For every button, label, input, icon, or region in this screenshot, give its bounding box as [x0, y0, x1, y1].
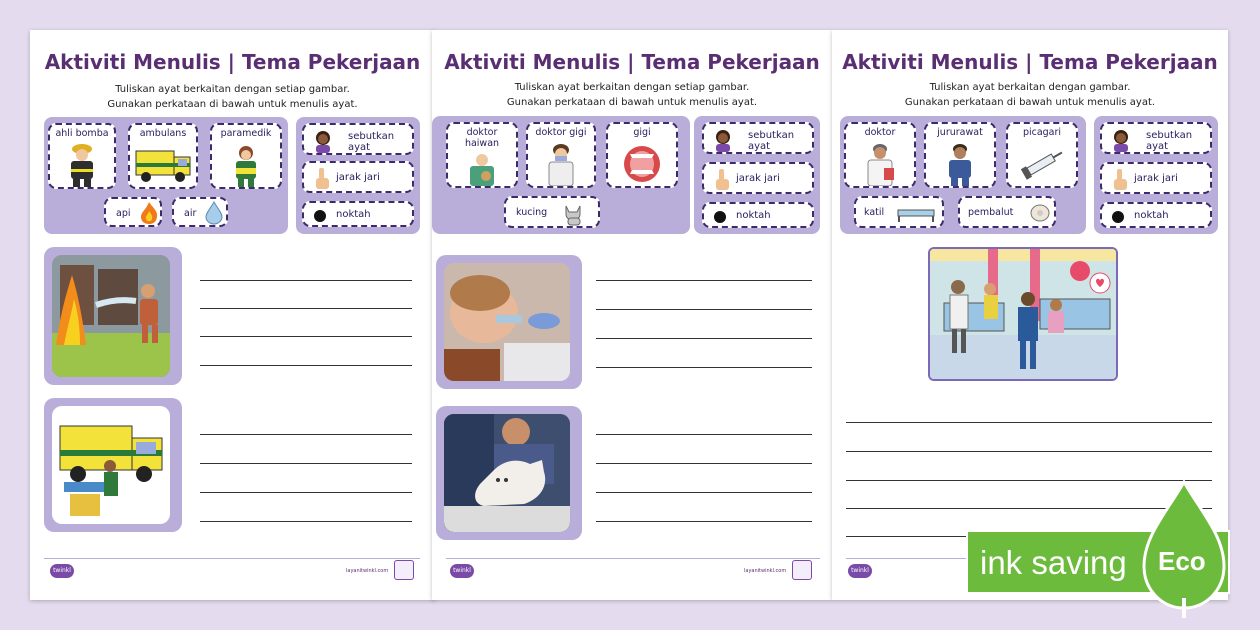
firefighter-icon — [60, 141, 104, 187]
writing-line — [200, 463, 412, 464]
instruction-line-2: Gunakan perkataan di bawah untuk menulis ayat. — [904, 97, 1156, 108]
picture-frame-1 — [436, 255, 582, 389]
tool-card-sebutkan-ayat — [1100, 122, 1212, 154]
finger-icon — [712, 168, 732, 192]
word-label: picagari — [1022, 127, 1062, 138]
writing-tools-panel — [694, 116, 820, 234]
word-label: ambulans — [139, 128, 187, 139]
writing-line — [200, 434, 412, 435]
word-card-paramedik — [210, 123, 282, 189]
bandage-icon — [1030, 204, 1050, 222]
word-card-gigi — [606, 122, 678, 188]
word-label: ahli bomba — [55, 128, 109, 139]
page-title: Aktiviti Menulis | Tema Pekerjaan — [842, 50, 1218, 74]
tool-card-jarak-jari — [702, 162, 814, 194]
tool-label: jarak jari — [736, 173, 780, 184]
twinkl-logo: twinkl — [848, 564, 872, 578]
vet-icon — [462, 152, 502, 186]
vet-photo-image — [444, 414, 570, 532]
twinkl-logo: twinkl — [450, 564, 474, 578]
picture-frame-2 — [436, 406, 582, 540]
writing-tools-panel — [296, 117, 420, 234]
page-title: Aktiviti Menulis | Tema Pekerjaan — [444, 50, 820, 74]
word-card-ambulans — [128, 123, 198, 189]
twinkl-logo: twinkl — [50, 564, 74, 578]
tool-label: noktah — [736, 210, 771, 221]
cat-icon — [560, 200, 586, 226]
writing-line — [200, 308, 412, 309]
worksheet-1 — [30, 30, 435, 600]
word-card-picagari — [1006, 122, 1078, 188]
finger-icon — [312, 167, 332, 191]
word-label: katil — [864, 207, 885, 218]
tool-card-sebutkan-ayat — [702, 122, 814, 154]
word-bank-panel — [432, 116, 690, 234]
full-stop-icon — [1110, 209, 1126, 225]
nurse-icon — [940, 142, 980, 186]
ambulance-icon — [134, 147, 192, 185]
writing-line — [596, 280, 812, 281]
page-title: Aktiviti Menulis | Tema Pekerjaan — [44, 50, 421, 74]
quality-badge-icon — [792, 560, 812, 580]
water-drop-icon — [204, 201, 224, 225]
footer-divider — [446, 558, 820, 559]
word-card-ahli-bomba — [48, 123, 116, 189]
tool-card-jarak-jari — [1100, 162, 1212, 194]
tool-label: sebutkan ayat — [748, 130, 795, 152]
word-label: air — [184, 208, 197, 219]
finger-icon — [1110, 168, 1130, 192]
tool-label: sebutkan ayat — [348, 131, 395, 153]
firefighter-scene-image — [52, 255, 170, 377]
speaking-child-icon — [1110, 128, 1132, 152]
paramedic-icon — [224, 143, 268, 187]
instruction-line-1: Tuliskan ayat berkaitan dengan setiap gambar. — [514, 82, 750, 93]
tool-card-noktah — [302, 201, 414, 227]
writing-line — [596, 434, 812, 435]
writing-line — [200, 280, 412, 281]
word-label: doktor gigi — [535, 127, 587, 138]
writing-line — [596, 463, 812, 464]
writing-line — [596, 309, 812, 310]
instruction-line-2: Gunakan perkataan di bawah untuk menulis ayat. — [107, 99, 358, 110]
syringe-icon — [1017, 144, 1067, 184]
ink-saving-text: ink saving — [980, 544, 1127, 581]
word-card-doktor — [844, 122, 916, 188]
word-label: paramedik — [220, 128, 272, 139]
writing-line — [200, 521, 412, 522]
hospital-bed-icon — [896, 204, 936, 222]
speaking-child-icon — [312, 129, 334, 153]
word-label: doktor haiwan — [464, 127, 500, 149]
tool-label: jarak jari — [1134, 173, 1178, 184]
fire-icon — [138, 201, 160, 225]
full-stop-icon — [312, 208, 328, 224]
tool-card-jarak-jari — [302, 161, 414, 193]
word-card-doktor-gigi — [526, 122, 596, 188]
word-card-jururawat — [924, 122, 996, 188]
writing-line — [846, 451, 1212, 452]
dentist-photo-image — [444, 263, 570, 381]
word-card-katil — [854, 196, 944, 228]
tool-label: sebutkan ayat — [1146, 130, 1193, 152]
word-bank-panel — [840, 116, 1086, 234]
writing-line — [200, 336, 412, 337]
writing-line — [596, 492, 812, 493]
worksheet-2 — [432, 30, 832, 600]
tool-card-noktah — [1100, 202, 1212, 228]
instruction-line-1: Tuliskan ayat berkaitan dengan setiap gambar. — [115, 84, 350, 95]
speaking-child-icon — [712, 128, 734, 152]
instruction-line-1: Tuliskan ayat berkaitan dengan gambar. — [929, 82, 1131, 93]
word-label: api — [116, 208, 131, 219]
word-label: pembalut — [968, 207, 1014, 218]
doctor-icon — [860, 142, 900, 186]
hospital-scene-frame — [928, 247, 1118, 381]
writing-line — [596, 367, 812, 368]
eco-label: Eco — [1158, 546, 1206, 576]
writing-tools-panel — [1094, 116, 1218, 234]
word-label: doktor — [864, 127, 896, 138]
word-card-api — [104, 197, 162, 227]
quality-badge-icon — [394, 560, 414, 580]
full-stop-icon — [712, 209, 728, 225]
word-label: kucing — [516, 207, 548, 218]
picture-frame-2 — [44, 398, 182, 532]
writing-line — [200, 492, 412, 493]
footer-url: layanitwinkl.com — [744, 568, 787, 574]
writing-line — [200, 365, 412, 366]
tool-card-sebutkan-ayat — [302, 123, 414, 155]
picture-frame-1 — [44, 247, 182, 385]
tool-card-noktah — [702, 202, 814, 228]
writing-line — [596, 338, 812, 339]
teeth-icon — [622, 144, 662, 184]
word-card-pembalut — [958, 196, 1056, 228]
word-card-doktor-haiwan — [446, 122, 518, 188]
footer-divider — [44, 558, 420, 559]
tool-label: noktah — [1134, 210, 1169, 221]
tool-label: noktah — [336, 209, 371, 220]
tool-label: jarak jari — [336, 172, 380, 183]
ambulance-scene-image — [52, 406, 170, 524]
instruction-line-2: Gunakan perkataan di bawah untuk menulis ayat. — [506, 97, 758, 108]
word-bank-panel — [44, 117, 288, 234]
word-label: gigi — [633, 127, 651, 138]
footer-url: layanitwinkl.com — [346, 568, 389, 574]
word-card-air — [172, 197, 228, 227]
writing-line — [846, 422, 1212, 423]
dentist-icon — [541, 142, 581, 186]
writing-line — [596, 521, 812, 522]
word-label: jururawat — [937, 127, 983, 138]
hospital-ward-image — [930, 249, 1116, 379]
word-card-kucing — [504, 196, 600, 228]
